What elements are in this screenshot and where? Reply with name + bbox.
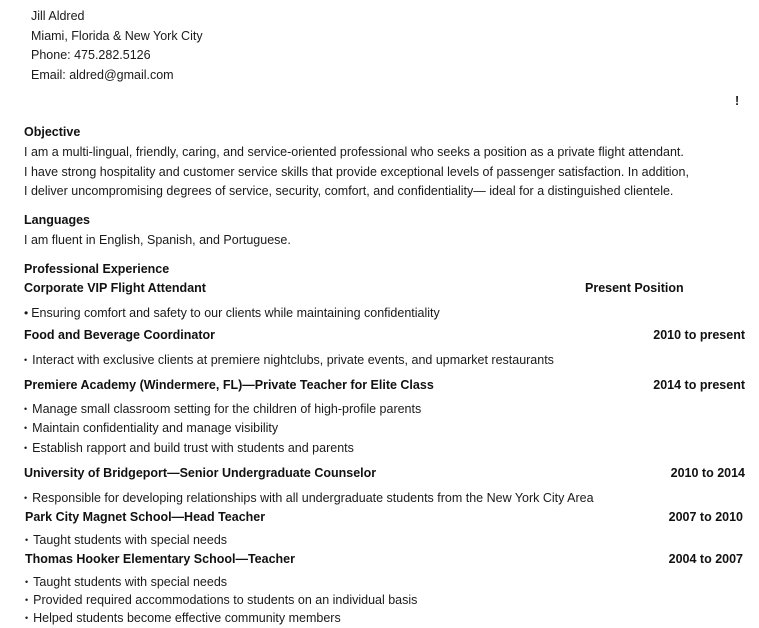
- job-bullet: [24, 353, 554, 367]
- contact-phone: Phone: 475.282.5126: [31, 48, 151, 62]
- experience-heading: Professional Experience: [24, 262, 170, 276]
- stray-mark: !: [735, 94, 740, 108]
- bullet-icon: •: [24, 306, 29, 320]
- bullet-text: Interact with exclusive clients at premiere nightclubs, private events, and upmarket restaurants: [32, 353, 554, 367]
- job-bullet: [25, 533, 227, 547]
- bullet-text: Taught students with special needs: [33, 533, 228, 547]
- job-bullet: [24, 491, 594, 505]
- job-title: Premiere Academy (Windermere, FL)—Private Teacher for Elite Class: [24, 378, 434, 392]
- bullet-icon: •: [25, 535, 29, 545]
- job-date: 2010 to present: [653, 328, 745, 342]
- contact-block: [31, 7, 203, 85]
- bullet-text: Responsible for developing relationships with all undergraduate students from the New York City Area: [32, 491, 594, 505]
- bullet-icon: •: [25, 577, 29, 587]
- objective-line: I have strong hospitality and customer service skills that provide exceptional levels of passenger satisfaction. In addition,: [24, 165, 689, 179]
- bullet-icon: •: [24, 423, 28, 433]
- bullet-icon: •: [24, 443, 28, 453]
- job-date: 2004 to 2007: [668, 552, 743, 566]
- bullet-text: Taught students with special needs: [33, 575, 228, 589]
- bullet-text: Provided required accommodations to students on an individual basis: [33, 593, 418, 607]
- job-bullet: [25, 611, 341, 625]
- bullet-text: Manage small classroom setting for the children of high-profile parents: [32, 402, 422, 416]
- job-bullet: [25, 575, 227, 589]
- objective-heading: Objective: [24, 125, 81, 139]
- job-date: Present Position: [585, 281, 684, 295]
- job-date: 2014 to present: [653, 378, 745, 392]
- job-bullet: [24, 402, 421, 416]
- job-title: Thomas Hooker Elementary School—Teacher: [25, 552, 295, 566]
- job-bullet: [24, 306, 440, 320]
- job-bullet: [25, 593, 417, 607]
- job-date: 2007 to 2010: [668, 510, 743, 524]
- bullet-icon: •: [24, 404, 28, 414]
- bullet-icon: •: [24, 493, 28, 503]
- job-bullet: [24, 441, 354, 455]
- objective-line: I am a multi-lingual, friendly, caring, and service-oriented professional who seeks a position as a private flight attendant.: [24, 145, 684, 159]
- bullet-text: Ensuring comfort and safety to our clients while maintaining confidentiality: [31, 306, 440, 320]
- job-date: 2010 to 2014: [670, 466, 745, 480]
- bullet-icon: •: [25, 595, 29, 605]
- contact-email: Email: aldred@gmail.com: [31, 67, 174, 82]
- languages-text: I am fluent in English, Spanish, and Portuguese.: [24, 233, 291, 247]
- bullet-icon: •: [25, 613, 29, 623]
- job-title: Food and Beverage Coordinator: [24, 328, 215, 342]
- bullet-icon: •: [24, 355, 28, 365]
- objective-line: I deliver uncompromising degrees of service, security, comfort, and confidentiality— ideal for a distinguished clientele.: [24, 184, 674, 198]
- bullet-text: Helped students become effective community members: [33, 611, 341, 625]
- job-bullet: [24, 421, 278, 435]
- job-title: Corporate VIP Flight Attendant: [24, 281, 206, 295]
- contact-location: Miami, Florida & New York City: [31, 28, 203, 43]
- job-title: Park City Magnet School—Head Teacher: [25, 510, 266, 524]
- contact-name: Jill Aldred: [31, 9, 85, 23]
- languages-heading: Languages: [24, 213, 90, 227]
- job-title: University of Bridgeport—Senior Undergraduate Counselor: [24, 466, 377, 480]
- bullet-text: Maintain confidentiality and manage visibility: [32, 421, 279, 435]
- bullet-text: Establish rapport and build trust with students and parents: [32, 441, 354, 455]
